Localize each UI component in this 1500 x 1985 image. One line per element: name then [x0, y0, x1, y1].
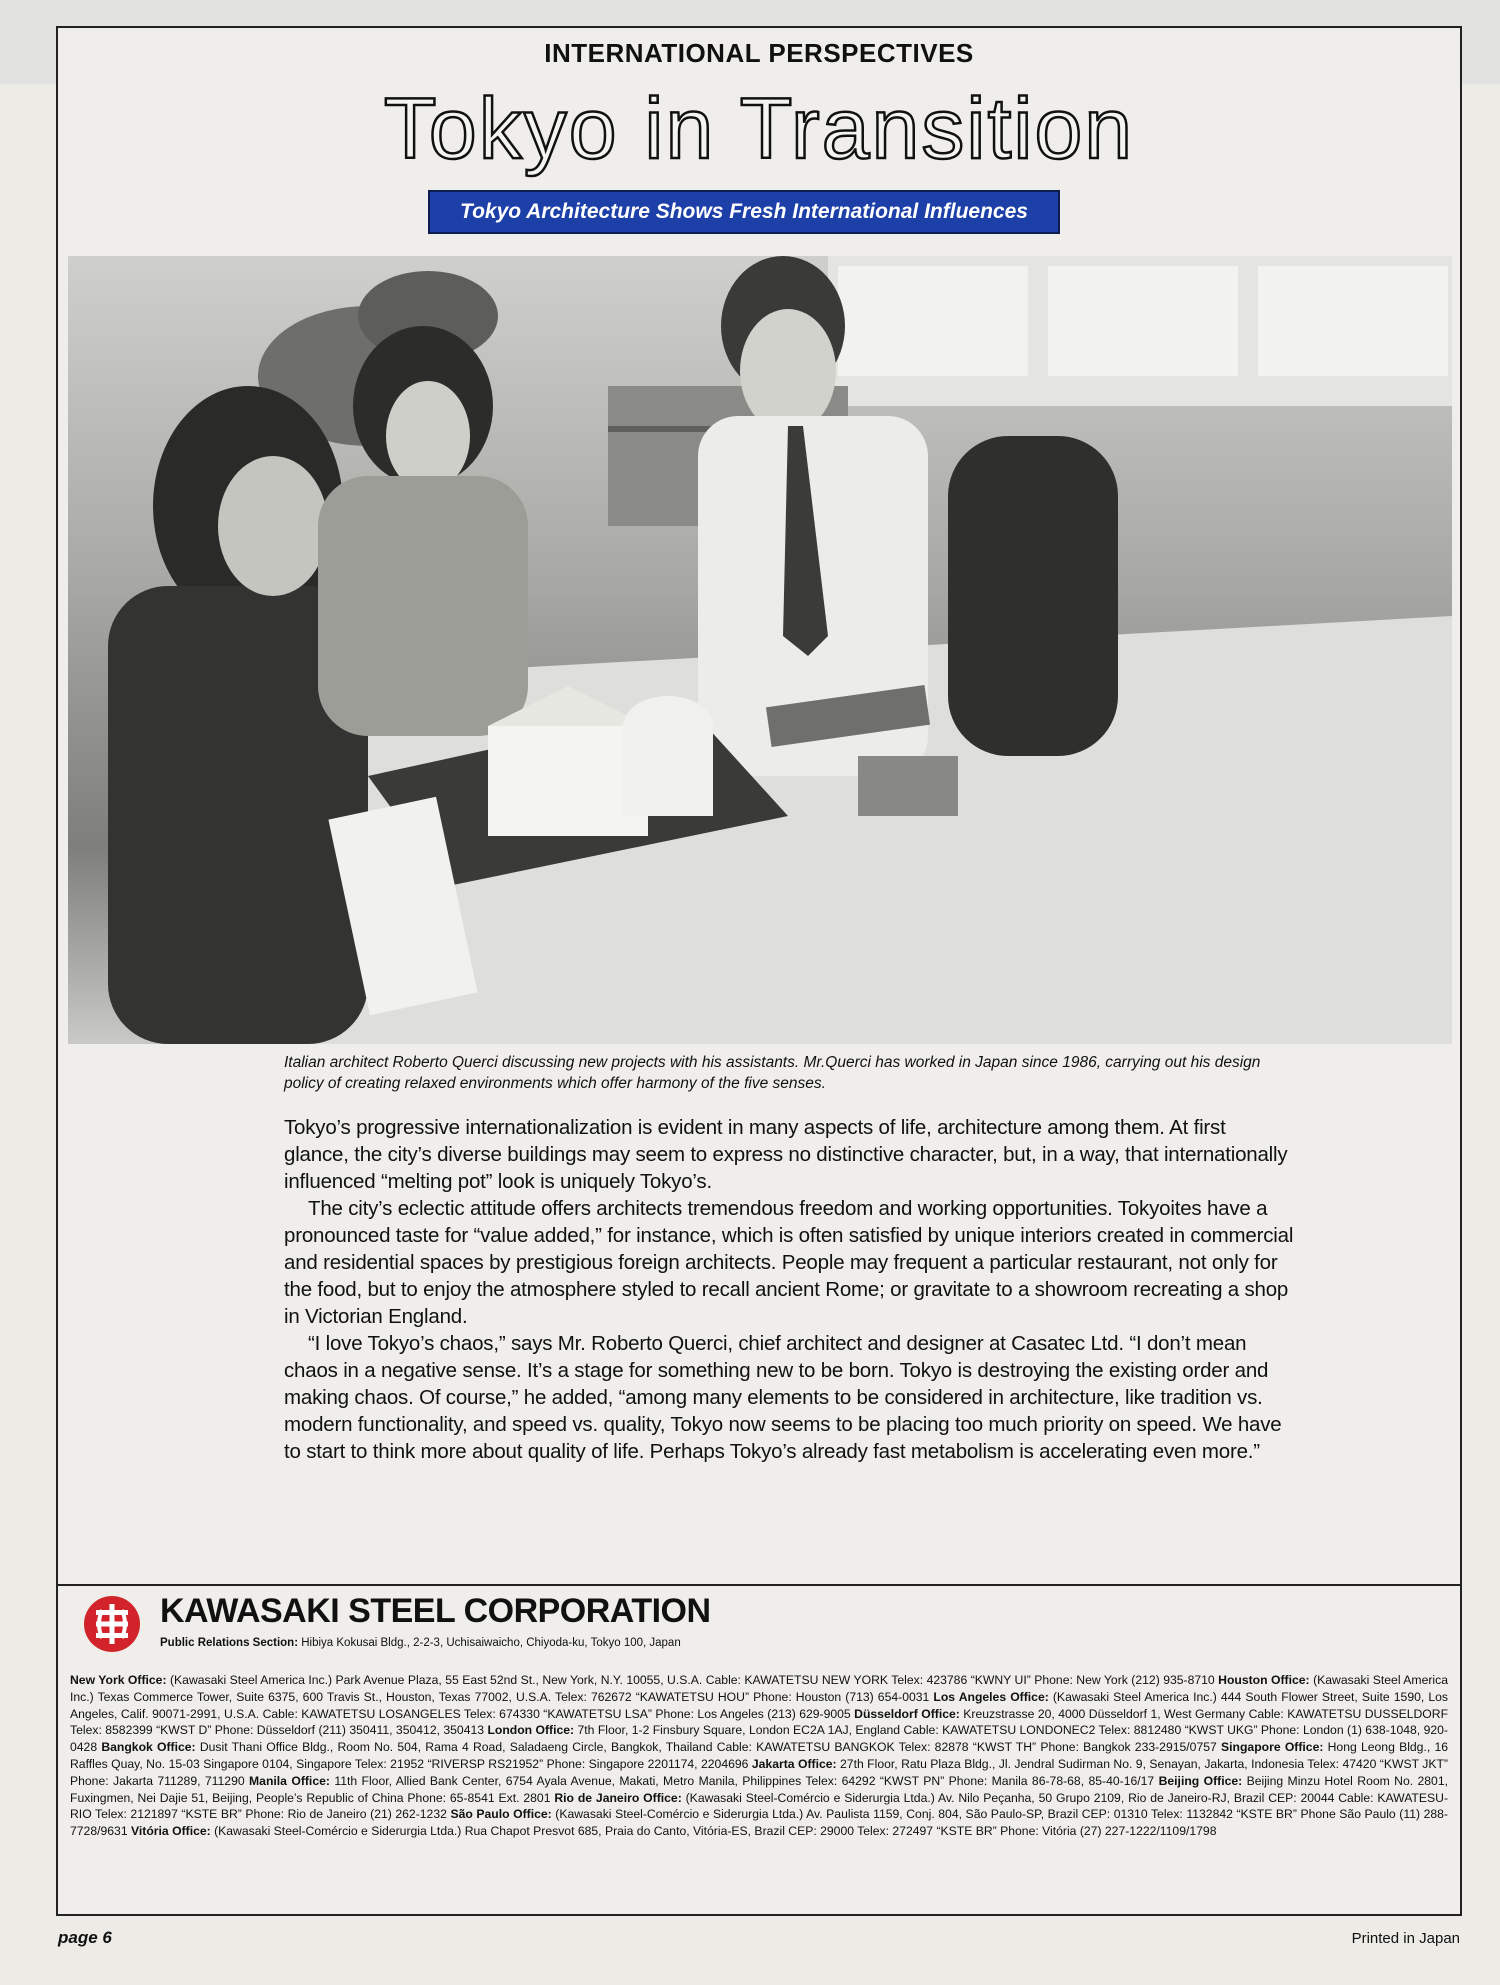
office-photo-icon [68, 256, 1452, 1044]
office-details: (Kawasaki Steel-Comércio e Siderurgia Ltda.) Av. Paulista 1159, Conj. 804, São Paulo-SP, Brazil CEP: 01310 Telex: 1132842 “KSTE BR” Phone São Paulo (11) 288-7728/9631 [70, 1807, 1448, 1839]
office-details: Kreuzstrasse 20, 4000 Düsseldorf 1, West Germany Cable: KAWATETSU DUSSELDORF Telex: 8582399 “KWST D” Phone: Düsseldorf (211) 350411, 350412, 350413 [70, 1706, 1449, 1738]
office-details: (Kawasaki Steel America Inc.) Texas Commerce Tower, Suite 6375, 600 Travis St., Houston, Texas 77002, U.S.A. Telex: 762672 “KAWATETSU HOU” Phone: Houston (713) 654-0031 [70, 1673, 1448, 1704]
office-name: Bangkok Office: [101, 1740, 200, 1755]
page-frame [56, 26, 1462, 1916]
footer-divider [58, 1584, 1460, 1586]
company-name: KAWASAKI STEEL CORPORATION [160, 1592, 711, 1630]
page-number: page 6 [58, 1928, 112, 1947]
photo-caption: Italian architect Roberto Querci discussing new projects with his assistants. Mr.Querci has worked in Japan since 1986, carrying out his design policy of creating relaxed environments which offer harmony of the five senses. [284, 1054, 1261, 1092]
office-name: Düsseldorf Office: [854, 1706, 964, 1721]
article-body [284, 1114, 1294, 1465]
pr-address: Hibiya Kokusai Bldg., 2-2-3, Uchisaiwaicho, Chiyoda-ku, Tokyo 100, Japan [301, 1637, 681, 1649]
office-name: Los Angeles Office: [933, 1689, 1053, 1704]
office-name: Vitória Office: [131, 1824, 215, 1839]
office-details: (Kawasaki Steel-Comércio e Siderurgia Ltda.) Rua Chapot Presvot 685, Praia do Canto, Vitória-ES, Brazil CEP: 29000 Telex: 272497 “KSTE BR” Phone: Vitória (27) 227-1222/1109/1798 [214, 1824, 1217, 1839]
office-name: Houston Office: [1218, 1673, 1314, 1687]
section-kicker: INTERNATIONAL PERSPECTIVES [544, 38, 974, 68]
office-name: Rio de Janeiro Office: [554, 1790, 686, 1805]
office-list [70, 1672, 1448, 1840]
headline: Tokyo in Transition [383, 81, 1135, 177]
printed-in-japan: Printed in Japan [1351, 1930, 1460, 1947]
office-details: (Kawasaki Steel America Inc.) Park Avenue Plaza, 55 East 52nd St., New York, N.Y. 10055, U.S.A. Cable: KAWATETSU NEW YORK Telex: 423786 “KWNY UI” Phone: New York (212) 935-8710 [169, 1673, 1219, 1687]
office-name: Jakarta Office: [751, 1756, 841, 1771]
office-name: Beijing Office: [1158, 1773, 1247, 1788]
office-details: 11th Floor, Allied Bank Center, 6754 Ayala Avenue, Makati, Metro Manila, Philippines Telex: 64292 “KWST PN” Phone: Manila 86-78-68, 85-40-16/17 [334, 1773, 1159, 1788]
article-paragraph: The city’s eclectic attitude offers architects tremendous freedom and working opportunities. Tokyoites have a pronounced taste for “value added,” for instance, which is often satisfied by unique interiors created in commercial and residential spaces by prestigious foreign architects. People may frequent a particular restaurant, not only for the food, but to enjoy the atmosphere styled to recall ancient Rome; or gravitate to a showroom recreating a shop in Victorian England. [284, 1197, 1294, 1328]
office-name: New York Office: [70, 1673, 170, 1687]
kawasaki-logo-icon [82, 1594, 142, 1654]
office-details: 7th Floor, 1-2 Finsbury Square, London EC2A 1AJ, England Cable: KAWATETSU LONDONEC2 Telex: 8812480 “KWST UKG” Phone: London (1) 638-1048, 920-0428 [70, 1723, 1448, 1755]
office-details: 27th Floor, Ratu Plaza Bldg., Jl. Jendral Sudirman No. 9, Senayan, Jakarta, Indonesia Telex: 47420 “KWST JKT” Phone: Jakarta 711289, 711290 [70, 1756, 1448, 1788]
office-photo [68, 256, 1452, 1044]
office-name: London Office: [487, 1723, 578, 1738]
office-details: Beijing Minzu Hotel Room No. 2801, Fuxingmen, Nei Dajie 51, Beijing, People’s Republic of China Phone: 65-8541 Ext. 2801 [70, 1773, 1448, 1805]
pr-label: Public Relations Section: [160, 1637, 299, 1649]
office-details: (Kawasaki Steel-Comércio e Siderurgia Ltda.) Av. Nilo Peçanha, 50 Grupo 2109, Rio de Janeiro-RJ, Brazil CEP: 20044 Cable: KAWATESU-RIO Telex: 2121897 “KSTE BR” Phone: Rio de Janeiro (21) 262-1232 [70, 1790, 1448, 1822]
office-details: Hong Leong Bldg., 16 Raffles Quay, No. 15-03 Singapore 0104, Singapore Telex: 21952 “RIVERSP RS21952” Phone: Singapore 2201174, 2204696 [70, 1740, 1448, 1771]
office-name: São Paulo Office: [450, 1807, 556, 1822]
office-name: Singapore Office: [1221, 1740, 1328, 1755]
article-paragraph: “I love Tokyo’s chaos,” says Mr. Roberto Querci, chief architect and designer at Casatec Ltd. “I don’t mean chaos in a negative sense. It’s a stage for something new to be born. Tokyo is destroying the existing order and making chaos. Of course,” he added, “among many elements to be considered in architecture, like tradition vs. modern functionality, and speed vs. quality, Tokyo now seems to be placing too much priority on speed. We have to start to think more about quality of life. Perhaps Tokyo’s already fast metabolism is accelerating even more.” [284, 1332, 1282, 1463]
office-details: Dusit Thani Office Bldg., Room No. 504, Rama 4 Road, Saladaeng Circle, Bangkok, Thailand Cable: KAWATETSU BANGKOK Telex: 82878 “KWST TH” Phone: Bangkok 233-2915/0757 [199, 1740, 1222, 1755]
subhead-banner: Tokyo Architecture Shows Fresh International Influences [428, 190, 1060, 234]
office-name: Manila Office: [249, 1773, 335, 1788]
pr-section-line [160, 1637, 681, 1649]
office-details: (Kawasaki Steel America Inc.) 444 South Flower Street, Suite 1590, Los Angeles, Calif. 90071-2991, U.S.A. Cable: KAWATETSU LOSANGELES Telex: 674330 “KAWATETSU LSA” Phone: Los Angeles (213) 629-9005 [70, 1689, 1448, 1721]
article-paragraph: Tokyo’s progressive internationalization is evident in many aspects of life, architecture among them. At first glance, the city’s diverse buildings may seem to express no distinctive character, but, in a way, that internationally influenced “melting pot” look is uniquely Tokyo’s. [284, 1116, 1288, 1193]
